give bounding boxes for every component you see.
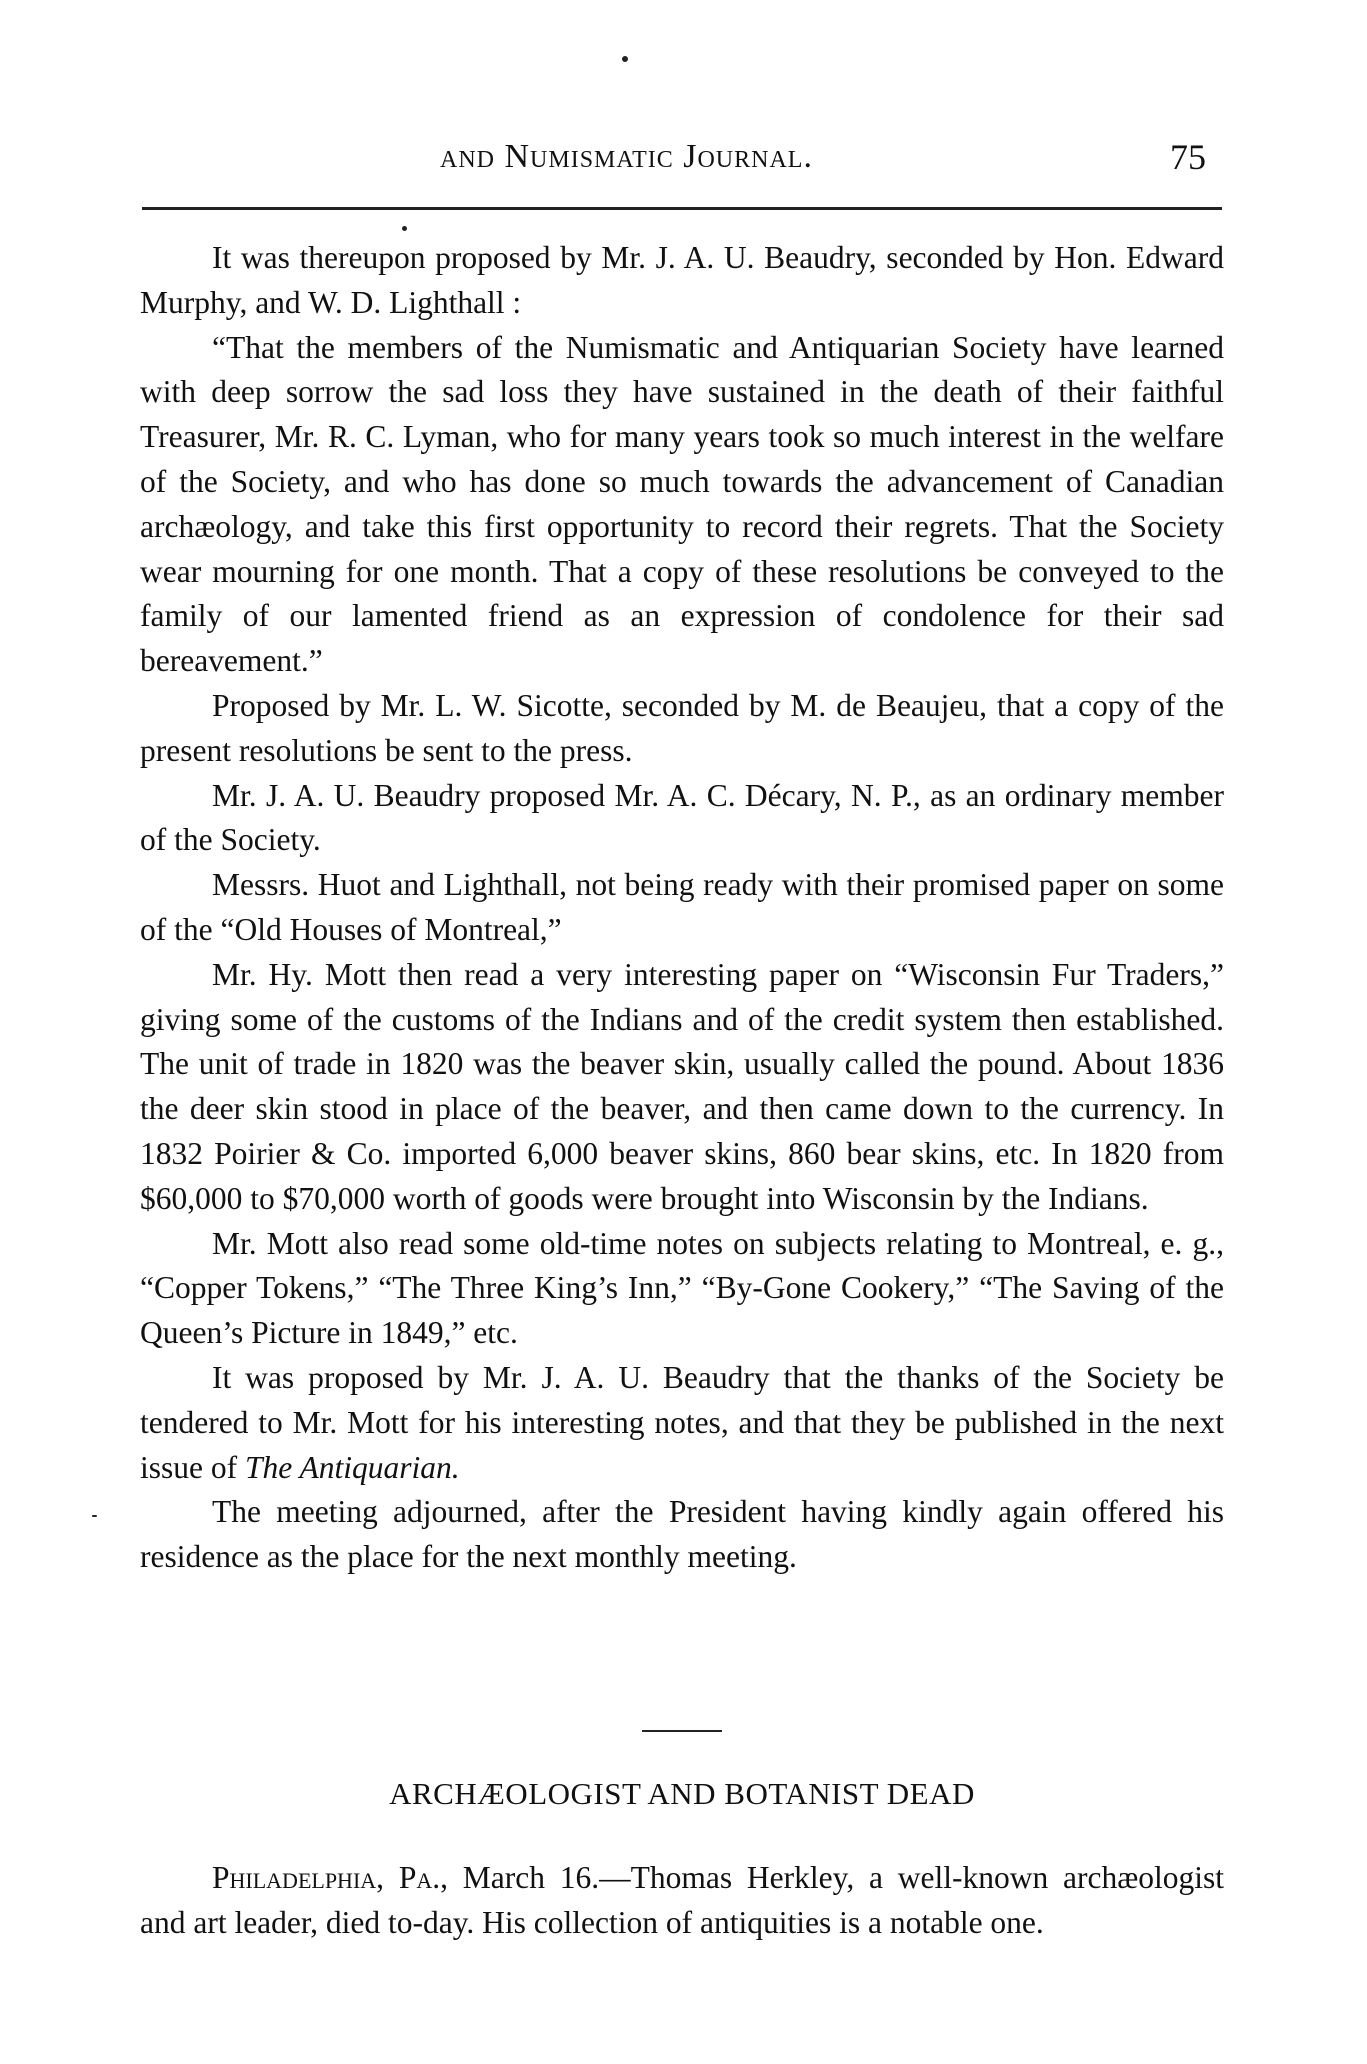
- paragraph: The meeting adjourned, after the President having kindly again offered his residence as the place for the next monthly meeting.: [140, 1494, 1224, 1575]
- resolution-quote: “That the members of the Numismatic and Antiquarian Society have learned with deep sorrow the sad loss they have sustained in the death of their faithful Treasurer, Mr. R. C. Lyman, who for many years took so much interest in the welfare of the Society, and who has done so much towards the advancement of Canadian archæology, and take this first opportunity to record their regrets. That the Society wear mourning for one month. That a copy of these resolutions be conveyed to the family of our lamented friend as an expression of condolence for their sad bereavement.”: [140, 329, 1224, 679]
- paragraph: Proposed by Mr. L. W. Sicotte, seconded by M. de Beaujeu, that a copy of the present resolutions be sent to the press.: [140, 687, 1224, 768]
- paragraph: Messrs. Huot and Lighthall, not being ready with their promised paper on some of the “Old Houses of Montreal,”: [140, 867, 1224, 947]
- paragraph: It was thereupon proposed by Mr. J. A. U. Beaudry, seconded by Hon. Edward Murphy, and W. D. Lighthall :: [140, 240, 1224, 320]
- paragraph: [140, 1356, 1224, 1490]
- page-number: 75: [1170, 137, 1206, 177]
- paragraph: Mr. Mott also read some old-time notes on subjects relating to Montreal, e. g., “Copper Tokens,” “The Three King’s Inn,” “By-Gone Cookery,” “The Saving of the Queen’s Picture in 1849,” etc.: [140, 1225, 1224, 1351]
- paragraph: [140, 1856, 1224, 1946]
- section-heading: ARCHÆOLOGIST AND BOTANIST DEAD: [389, 1776, 975, 1811]
- publication-title: The Antiquarian.: [245, 1449, 460, 1485]
- section-divider: [642, 1730, 722, 1732]
- paragraph: Mr. Hy. Mott then read a very interesting paper on “Wisconsin Fur Traders,” giving some of the customs of the Indians and of the credit system then established. The unit of trade in 1820 was the beaver skin, usually called the pound. About 1836 the deer skin stood in place of the beaver, and then came down to the currency. In 1832 Poirier & Co. imported 6,000 beaver skins, 860 bear skins, etc. In 1820 from $60,000 to $70,000 worth of goods were brought into Wisconsin by the Indians.: [140, 956, 1224, 1216]
- meeting-minutes: [140, 236, 1224, 1580]
- news-body: March 16.—Thomas Herkley, a well-known archæologist and art leader, died to-day. His collection of antiquities is a notable one.: [140, 1860, 1224, 1940]
- ink-speck: [622, 56, 628, 62]
- running-head: and Numismatic Journal.: [440, 138, 813, 175]
- ink-speck: [92, 1515, 97, 1517]
- ink-speck: [402, 226, 407, 231]
- paragraph-text: It was proposed by Mr. J. A. U. Beaudry that the thanks of the Society be tendered to Mr. Mott for his interesting notes, and that they be published in the next issue of: [140, 1359, 1224, 1485]
- news-item: [140, 1856, 1224, 1946]
- paragraph: Mr. J. A. U. Beaudry proposed Mr. A. C. Décary, N. P., as an ordinary member of the Society.: [140, 777, 1224, 858]
- header-rule: [142, 207, 1222, 210]
- dateline: Philadelphia, Pa.,: [212, 1860, 448, 1895]
